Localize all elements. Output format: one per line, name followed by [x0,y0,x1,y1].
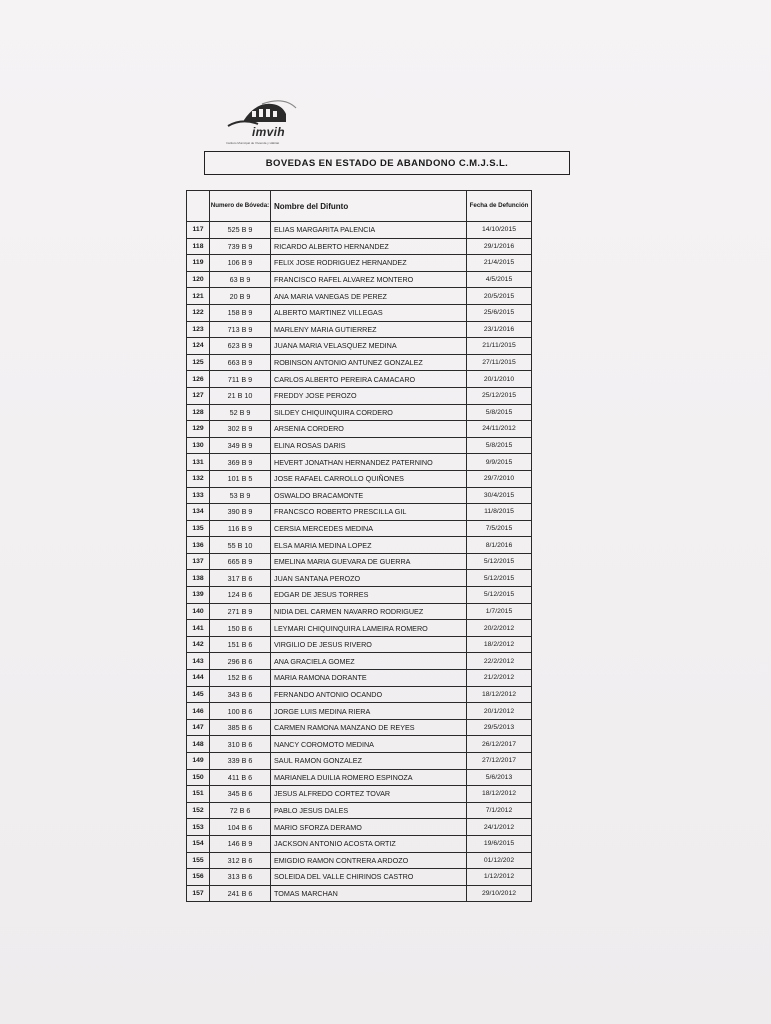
table-row [187,786,532,803]
vault-number: 20 B 9 [210,288,271,305]
row-index: 136 [187,537,210,554]
vault-number: 623 B 9 [210,338,271,355]
table-row [187,238,532,255]
death-date: 30/4/2015 [467,487,532,504]
death-date: 20/1/2010 [467,371,532,388]
vault-number: 711 B 9 [210,371,271,388]
row-index: 154 [187,835,210,852]
vault-number: 317 B 6 [210,570,271,587]
death-date: 29/10/2012 [467,885,532,902]
deceased-name: FRANCISCO RAFEL ALVAREZ MONTERO [271,271,467,288]
vault-number: 104 B 6 [210,819,271,836]
deceased-name: SOLEIDA DEL VALLE CHIRINOS CASTRO [271,869,467,886]
vault-number: 53 B 9 [210,487,271,504]
row-index: 141 [187,620,210,637]
table-row [187,802,532,819]
table-row [187,470,532,487]
deceased-name: ELIAS MARGARITA PALENCIA [271,222,467,239]
deceased-name-header: Nombre del Difunto [271,191,467,222]
deceased-name: CARLOS ALBERTO PEREIRA CAMACARO [271,371,467,388]
table-row [187,686,532,703]
death-date: 20/2/2012 [467,620,532,637]
death-date: 5/12/2015 [467,553,532,570]
title-text: BOVEDAS EN ESTADO DE ABANDONO C.M.J.S.L. [265,157,509,169]
table-row [187,703,532,720]
row-index: 144 [187,670,210,687]
vault-number: 151 B 6 [210,636,271,653]
row-index: 137 [187,553,210,570]
deceased-name: FREDDY JOSE PEROZO [271,387,467,404]
table-row [187,255,532,272]
deceased-name: MARIANELA DUILIA ROMERO ESPINOZA [271,769,467,786]
vault-number: 52 B 9 [210,404,271,421]
death-date: 29/5/2013 [467,719,532,736]
deceased-name: ELSA MARIA MEDINA LOPEZ [271,537,467,554]
row-index: 118 [187,238,210,255]
row-index: 134 [187,504,210,521]
vault-number: 663 B 9 [210,354,271,371]
table-row [187,670,532,687]
death-date: 29/1/2016 [467,238,532,255]
deceased-name: NANCY COROMOTO MEDINA [271,736,467,753]
row-index: 133 [187,487,210,504]
row-index: 151 [187,786,210,803]
death-date-header: Fecha de Defunción [467,191,532,222]
death-date: 5/12/2015 [467,570,532,587]
vault-number: 101 B 5 [210,470,271,487]
death-date: 24/1/2012 [467,819,532,836]
table-row [187,404,532,421]
vault-number: 152 B 6 [210,670,271,687]
table-row [187,885,532,902]
death-date: 18/2/2012 [467,636,532,653]
table-row [187,387,532,404]
vault-number: 739 B 9 [210,238,271,255]
vault-number: 339 B 6 [210,753,271,770]
table-row [187,869,532,886]
deceased-name: EDGAR DE JESUS TORRES [271,587,467,604]
table-row [187,437,532,454]
document-title [204,151,570,175]
row-index: 129 [187,421,210,438]
death-date: 9/9/2015 [467,454,532,471]
row-index: 122 [187,304,210,321]
table-row [187,736,532,753]
logo-subtitle: Instituto Municipal de Vivienda y Hábitat [226,141,280,145]
death-date: 18/12/2012 [467,786,532,803]
vault-number: 21 B 10 [210,387,271,404]
vault-number: 296 B 6 [210,653,271,670]
table-row [187,504,532,521]
vault-number-header: Numero de Bóveda: [210,191,271,222]
row-index: 124 [187,338,210,355]
vault-number: 385 B 6 [210,719,271,736]
row-index: 138 [187,570,210,587]
vault-number: 349 B 9 [210,437,271,454]
table-row [187,288,532,305]
death-date: 20/5/2015 [467,288,532,305]
row-index: 126 [187,371,210,388]
death-date: 25/6/2015 [467,304,532,321]
vault-number: 310 B 6 [210,736,271,753]
deceased-name: EMELINA MARIA GUEVARA DE GUERRA [271,553,467,570]
vault-number: 116 B 9 [210,520,271,537]
row-index: 145 [187,686,210,703]
death-date: 5/8/2015 [467,404,532,421]
table-row [187,487,532,504]
table-row [187,570,532,587]
deceased-name: ANA MARIA VANEGAS DE PEREZ [271,288,467,305]
deceased-name: JORGE LUIS MEDINA RIERA [271,703,467,720]
logo-text: imvih [252,125,285,139]
death-date: 24/11/2012 [467,421,532,438]
vault-number: 55 B 10 [210,537,271,554]
death-date: 01/12/202 [467,852,532,869]
deceased-name: PABLO JESUS DALES [271,802,467,819]
row-index: 140 [187,603,210,620]
table-row [187,587,532,604]
deceased-name: JUANA MARIA VELASQUEZ MEDINA [271,338,467,355]
row-index: 148 [187,736,210,753]
death-date: 8/1/2016 [467,537,532,554]
table-row [187,520,532,537]
table-header-row [187,191,532,222]
deceased-name: ELINA ROSAS DARIS [271,437,467,454]
table-row [187,321,532,338]
vault-number: 390 B 9 [210,504,271,521]
death-date: 27/11/2015 [467,354,532,371]
vault-number: 106 B 9 [210,255,271,272]
vault-number: 63 B 9 [210,271,271,288]
vault-number: 271 B 9 [210,603,271,620]
deceased-name: MARIO SFORZA DERAMO [271,819,467,836]
deceased-name: JACKSON ANTONIO ACOSTA ORTIZ [271,835,467,852]
death-date: 21/4/2015 [467,255,532,272]
vault-number: 150 B 6 [210,620,271,637]
vault-number: 158 B 9 [210,304,271,321]
death-date: 26/12/2017 [467,736,532,753]
table-row [187,354,532,371]
vault-number: 665 B 9 [210,553,271,570]
row-index: 117 [187,222,210,239]
death-date: 21/2/2012 [467,670,532,687]
row-index: 125 [187,354,210,371]
deceased-name: VIRGILIO DE JESUS RIVERO [271,636,467,653]
row-index: 146 [187,703,210,720]
deceased-name: NIDIA DEL CARMEN NAVARRO RODRIGUEZ [271,603,467,620]
deceased-name: MARIA RAMONA DORANTE [271,670,467,687]
vaults-table [186,190,532,902]
deceased-name: HEVERT JONATHAN HERNANDEZ PATERNINO [271,454,467,471]
vault-number: 72 B 6 [210,802,271,819]
deceased-name: FERNANDO ANTONIO OCANDO [271,686,467,703]
row-index: 149 [187,753,210,770]
row-index: 127 [187,387,210,404]
deceased-name: ALBERTO MARTINEZ VILLEGAS [271,304,467,321]
vault-number: 343 B 6 [210,686,271,703]
table-row [187,271,532,288]
death-date: 21/11/2015 [467,338,532,355]
death-date: 5/8/2015 [467,437,532,454]
row-index: 153 [187,819,210,836]
deceased-name: JESUS ALFREDO CORTEZ TOVAR [271,786,467,803]
vault-number: 411 B 6 [210,769,271,786]
death-date: 5/12/2015 [467,587,532,604]
vault-number: 369 B 9 [210,454,271,471]
vault-number: 146 B 9 [210,835,271,852]
table-row [187,222,532,239]
death-date: 18/12/2012 [467,686,532,703]
death-date: 4/5/2015 [467,271,532,288]
table-row [187,769,532,786]
death-date: 7/5/2015 [467,520,532,537]
index-header [187,191,210,222]
deceased-name: SILDEY CHIQUINQUIRA CORDERO [271,404,467,421]
table-row [187,636,532,653]
table-row [187,753,532,770]
row-index: 155 [187,852,210,869]
table-row [187,371,532,388]
death-date: 27/12/2017 [467,753,532,770]
deceased-name: JOSE RAFAEL CARROLLO QUIÑONES [271,470,467,487]
table-row [187,819,532,836]
death-date: 1/12/2012 [467,869,532,886]
row-index: 135 [187,520,210,537]
death-date: 14/10/2015 [467,222,532,239]
table-row [187,421,532,438]
table-row [187,338,532,355]
death-date: 29/7/2010 [467,470,532,487]
deceased-name: CARMEN RAMONA MANZANO DE REYES [271,719,467,736]
deceased-name: MARLENY MARIA GUTIERREZ [271,321,467,338]
table-row [187,603,532,620]
row-index: 143 [187,653,210,670]
row-index: 152 [187,802,210,819]
deceased-name: SAUL RAMON GONZALEZ [271,753,467,770]
vault-number: 124 B 6 [210,587,271,604]
table-row [187,553,532,570]
death-date: 25/12/2015 [467,387,532,404]
deceased-name: ANA GRACIELA GOMEZ [271,653,467,670]
death-date: 23/1/2016 [467,321,532,338]
deceased-name: FELIX JOSE RODRIGUEZ HERNANDEZ [271,255,467,272]
deceased-name: TOMAS MARCHAN [271,885,467,902]
row-index: 131 [187,454,210,471]
row-index: 142 [187,636,210,653]
table-row [187,537,532,554]
table-row [187,835,532,852]
vault-number: 241 B 6 [210,885,271,902]
death-date: 7/1/2012 [467,802,532,819]
row-index: 139 [187,587,210,604]
death-date: 19/6/2015 [467,835,532,852]
vault-number: 302 B 9 [210,421,271,438]
row-index: 156 [187,869,210,886]
death-date: 20/1/2012 [467,703,532,720]
table-row [187,454,532,471]
death-date: 1/7/2015 [467,603,532,620]
deceased-name: RICARDO ALBERTO HERNANDEZ [271,238,467,255]
death-date: 5/6/2013 [467,769,532,786]
table-row [187,620,532,637]
row-index: 123 [187,321,210,338]
table-row [187,719,532,736]
deceased-name: ROBINSON ANTONIO ANTUNEZ GONZALEZ [271,354,467,371]
row-index: 119 [187,255,210,272]
vault-number: 312 B 6 [210,852,271,869]
deceased-name: FRANCSCO ROBERTO PRESCILLA GIL [271,504,467,521]
table-row [187,304,532,321]
table-row [187,852,532,869]
vault-number: 100 B 6 [210,703,271,720]
row-index: 130 [187,437,210,454]
deceased-name: EMIGDIO RAMON CONTRERA ARDOZO [271,852,467,869]
vault-number: 713 B 9 [210,321,271,338]
row-index: 132 [187,470,210,487]
row-index: 120 [187,271,210,288]
death-date: 11/8/2015 [467,504,532,521]
deceased-name: JUAN SANTANA PEROZO [271,570,467,587]
row-index: 121 [187,288,210,305]
deceased-name: LEYMARI CHIQUINQUIRA LAMEIRA ROMERO [271,620,467,637]
row-index: 147 [187,719,210,736]
deceased-name: ARSENIA CORDERO [271,421,467,438]
vault-number: 345 B 6 [210,786,271,803]
table-row [187,653,532,670]
death-date: 22/2/2012 [467,653,532,670]
row-index: 128 [187,404,210,421]
deceased-name: OSWALDO BRACAMONTE [271,487,467,504]
vault-number: 313 B 6 [210,869,271,886]
vault-number: 525 B 9 [210,222,271,239]
row-index: 157 [187,885,210,902]
deceased-name: CERSIA MERCEDES MEDINA [271,520,467,537]
row-index: 150 [187,769,210,786]
